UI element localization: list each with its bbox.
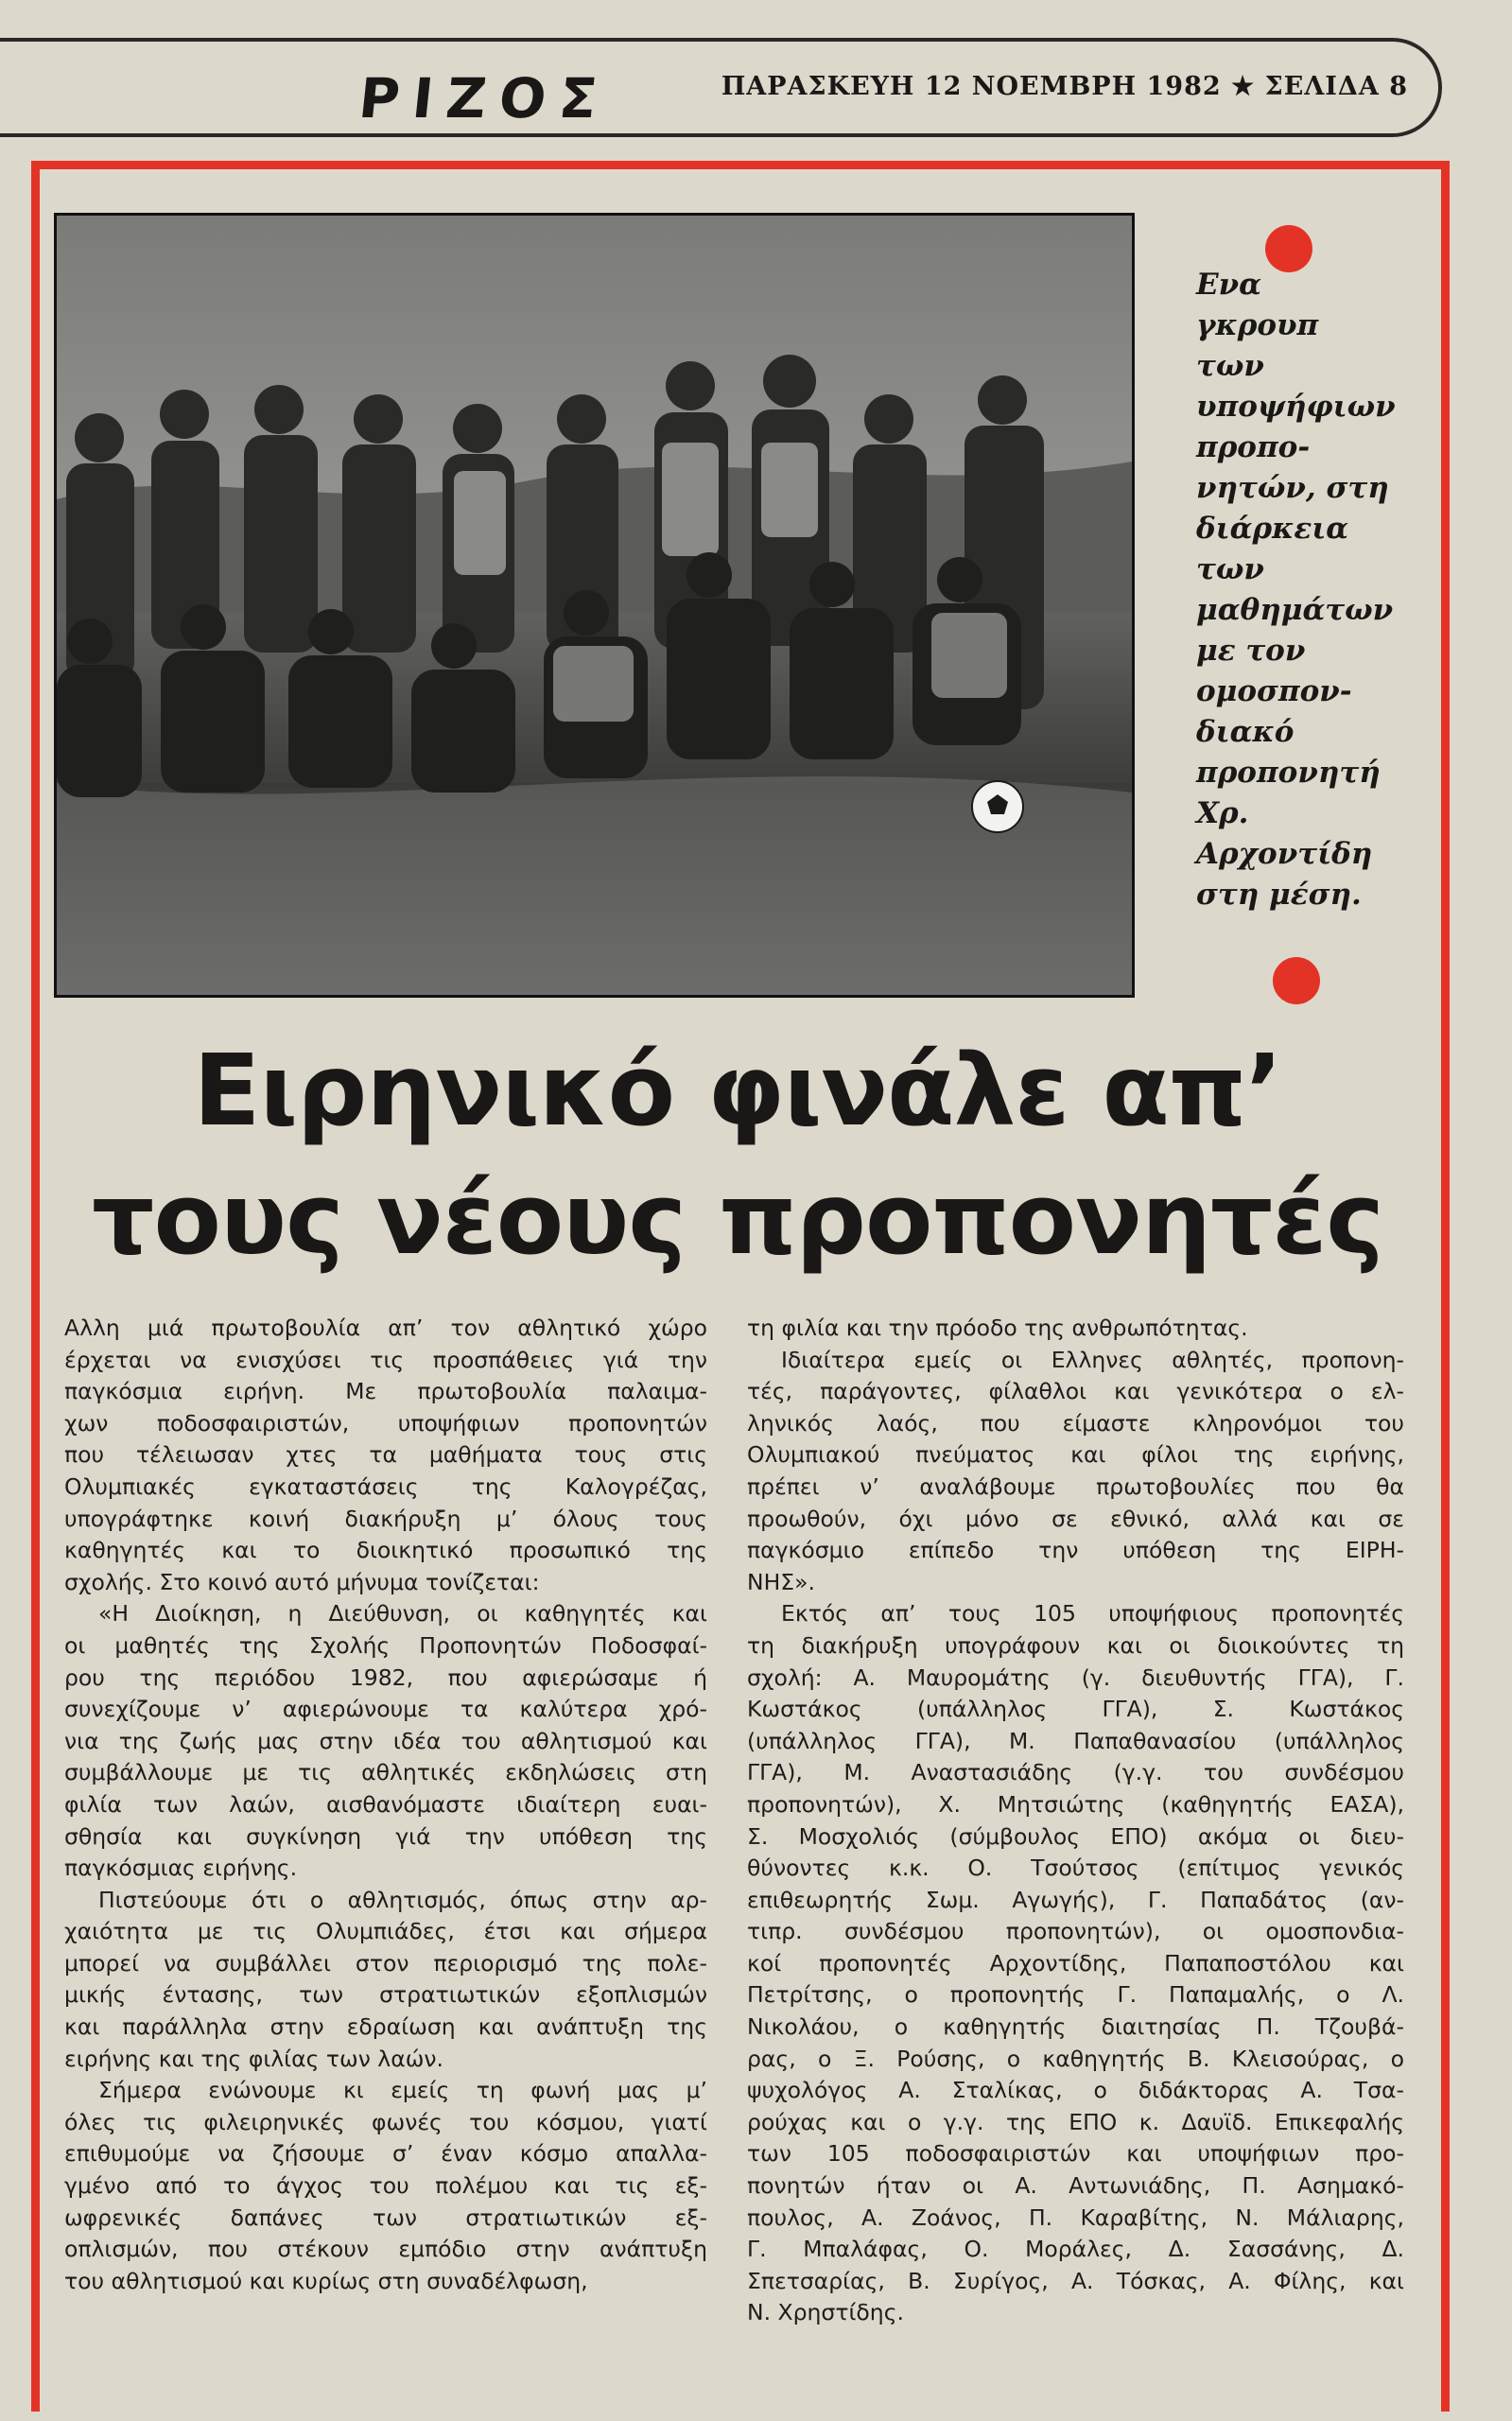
- article-line: Ολυμπιακού πνεύματος και φίλοι της ειρήνης,: [747, 1441, 1404, 1469]
- article-line: σχολή: Α. Μαυρομάτης (γ. διευθυντής ΓΓΑ), Γ.: [747, 1663, 1404, 1691]
- article-line: παγκόσμιας ειρήνης.: [64, 1855, 298, 1882]
- caption-line: Αρχοντίδη: [1196, 837, 1373, 871]
- article-line: τη διακήρυξη υπογράφουν και οι διοικούντες τη: [747, 1631, 1404, 1659]
- article-line: γμένο από το άγχος του πολέμου και τις εξ-: [64, 2172, 707, 2200]
- article-line: πρέπει ν’ αναλάβουμε πρωτοβουλίες που θα: [747, 1472, 1404, 1500]
- article-line: ρας, ο Ξ. Ρούσης, ο καθηγητής Β. Κλεισούρας, ο: [747, 2045, 1404, 2072]
- article-line: τιπρ. συνδέσμου προπονητών), οι ομοσπονδια-: [747, 1918, 1404, 1945]
- caption-line: διάρκεια: [1196, 512, 1349, 546]
- group-photo-illustration: [57, 216, 1132, 995]
- group-photo: [54, 213, 1135, 998]
- article-line: επιθεωρητής Σωμ. Αγωγής), Γ. Παπαδάτος (αν-: [747, 1886, 1404, 1913]
- article-line: χαιότητα με τις Ολυμπιάδες, έτσι και σήμερα: [64, 1918, 707, 1945]
- caption-line: προπονητή: [1196, 756, 1381, 790]
- caption-line: των: [1196, 552, 1264, 586]
- article-line: Σήμερα ενώνουμε κι εμείς τη φωνή μας μ’: [98, 2077, 707, 2104]
- article-line: θύνοντες κ.κ. Ο. Τσούτσος (επίτιμος γενικός: [747, 1855, 1404, 1882]
- article-line: νια της ζωής μας στην ιδέα του αθλητισμού και: [64, 1727, 707, 1754]
- article-line: ληνικός λαός, που είμαστε κληρονόμοι του: [747, 1409, 1404, 1437]
- article-line: Πιστεύουμε ότι ο αθλητισμός, όπως στην αρ-: [98, 1886, 707, 1913]
- article-line: υπογράφτηκε κοινή διακήρυξη μ’ όλους τους: [64, 1505, 707, 1532]
- article-line: Ν. Χρηστίδης.: [747, 2299, 904, 2326]
- article-left-column: [64, 1313, 707, 2297]
- article-line: Αλλη μιά πρωτοβουλία απ’ τον αθλητικό χώρο: [64, 1315, 707, 1341]
- article-line: χων ποδοσφαιριστών, υποψήφιων προπονητών: [64, 1409, 707, 1437]
- article-line: Ιδιαίτερα εμείς οι Ελληνες αθλητές, προπονη-: [781, 1346, 1404, 1373]
- photo-caption: [1196, 265, 1423, 915]
- article-line: μικής έντασης, των στρατιωτικών εξοπλισμών: [64, 1981, 707, 2009]
- caption-line: ομοσπον-: [1196, 674, 1352, 708]
- article-line: κοί προπονητές Αρχοντίδης, Παπαποστόλου και: [747, 1949, 1404, 1977]
- caption-line: γκρουπ: [1196, 308, 1319, 342]
- article-line: Πετρίτσης, ο προπονητής Γ. Παπαμαλής, ο Λ.: [747, 1981, 1404, 2009]
- article-line: των 105 ποδοσφαιριστών και υποψήφιων προ-: [747, 2140, 1404, 2168]
- caption-line: μαθημάτων: [1196, 593, 1394, 627]
- caption-line: προπο-: [1196, 430, 1311, 464]
- article-line: που τέλειωσαν χτες τα μαθήματα τους στις: [64, 1441, 707, 1469]
- article-line: οπλισμών, που στέκουν εμπόδιο στην ανάπτυξη: [64, 2236, 707, 2263]
- article-line: προπονητών), Χ. Μητσιώτης (καθηγητής ΕΑΣΑ),: [747, 1790, 1404, 1818]
- article-line: Εκτός απ’ τους 105 υποψήφιους προπονητές: [781, 1600, 1404, 1628]
- article-line: σχολής. Στο κοινό αυτό μήνυμα τονίζεται:: [64, 1568, 540, 1595]
- caption-line: στη μέση.: [1196, 878, 1362, 912]
- headline-line-2: τους νέους προπονητές: [92, 1161, 1383, 1277]
- article-line: προωθούν, όχι μόνο σε εθνικό, αλλά και σε: [747, 1505, 1404, 1532]
- article-line: παγκόσμια ειρήνη. Με πρωτοβουλία παλαιμα-: [64, 1378, 707, 1405]
- article-line: φιλία των λαών, αισθανόμαστε ιδιαίτερη ευαι-: [64, 1790, 707, 1818]
- article-line: ρου της περιόδου 1982, που αφιερώσαμε ή: [64, 1663, 707, 1691]
- article-line: και παράλληλα στην εδραίωση και ανάπτυξη της: [64, 2013, 707, 2041]
- caption-line: υποψήφιων: [1196, 390, 1396, 424]
- caption-line: με τον: [1196, 634, 1306, 668]
- article-line: Γ. Μπαλάφας, Ο. Μοράλες, Δ. Σασσάνης, Δ.: [747, 2236, 1404, 2263]
- headline: [57, 1026, 1418, 1283]
- article-line: έρχεται να ενισχύσει τις προσπάθειες γιά την: [64, 1346, 707, 1373]
- article-right-column: [747, 1313, 1404, 2329]
- article-line: καθηγητές και το διοικητικό προσωπικό της: [64, 1537, 707, 1564]
- caption-line: Χρ.: [1196, 796, 1249, 830]
- article-line: ρούχας και ο γ.γ. της ΕΠΟ κ. Δαυϊδ. Επικεφαλής: [747, 2108, 1404, 2135]
- article-line: του αθλητισμού και κυρίως στη συναδέλφωση,: [64, 2267, 588, 2294]
- caption-line: διακό: [1196, 715, 1295, 749]
- article-line: ψυχολόγος Α. Σταλίκας, ο διδάκτορας Α. Τσα-: [747, 2077, 1404, 2104]
- article-line: οι μαθητές της Σχολής Προπονητών Ποδοσφαί-: [64, 1631, 707, 1659]
- article-line: Σπετσαρίας, Β. Συρίγος, Α. Τόσκας, Α. Φίλης, και: [747, 2267, 1404, 2294]
- article-line: επιθυμούμε να ζήσουμε σ’ έναν κόσμο απαλλα-: [64, 2140, 707, 2168]
- headline-line-1: Ειρηνικό φινάλε απ’: [193, 1033, 1282, 1148]
- article-line: σθησία και συγκίνηση γιά την υπόθεση της: [64, 1822, 707, 1850]
- newspaper-logo: ΡΙΖΟΣ: [356, 66, 614, 131]
- article-line: Ολυμπιακές εγκαταστάσεις της Καλογρέζας,: [64, 1472, 707, 1500]
- article-line: ειρήνης και της φιλίας των λαών.: [64, 2045, 443, 2072]
- article-line: Νικολάου, ο καθηγητής διαιτησίας Π. Τζουβά-: [747, 2013, 1404, 2041]
- article-line: πονητών ήταν οι Α. Αντωνιάδης, Π. Ασημακό-: [747, 2172, 1404, 2200]
- article-line: τη φιλία και την πρόοδο της ανθρωπότητας.: [747, 1315, 1248, 1341]
- caption-line: νητών, στη: [1196, 471, 1389, 505]
- article-line: παγκόσμιο επίπεδο την υπόθεση της ΕΙΡΗ-: [747, 1537, 1404, 1564]
- article-line: ωφρενικές δαπάνες των στρατιωτικών εξ-: [64, 2203, 707, 2231]
- article-line: συνεχίζουμε ν’ αφιερώνουμε τα καλύτερα χρό-: [64, 1696, 707, 1723]
- red-dot-bottom: [1273, 957, 1320, 1004]
- article-line: Σ. Μοσχολιός (σύμβουλος ΕΠΟ) ακόμα οι διευ-: [747, 1822, 1404, 1850]
- dateline: ΠΑΡΑΣΚΕΥΗ 12 ΝΟΕΜΒΡΗ 1982 ★ ΣΕΛΙΔΑ 8: [721, 72, 1408, 101]
- caption-line: των: [1196, 349, 1264, 383]
- caption-line: Ενα: [1196, 268, 1261, 302]
- article-line: Κωστάκος (υπάλληλος ΓΓΑ), Σ. Κωστάκος: [747, 1696, 1404, 1723]
- article-line: συμβάλλουμε με τις αθλητικές εκδηλώσεις στη: [64, 1759, 707, 1786]
- article-line: μπορεί να συμβάλλει στον περιορισμό της πολε-: [64, 1949, 707, 1977]
- article-line: πουλος, Α. Ζοάνος, Π. Καραβίτης, Ν. Μάλιαρης,: [747, 2203, 1404, 2231]
- article-line: όλες τις φιλειρηνικές φωνές του κόσμου, γιατί: [64, 2108, 707, 2135]
- article-line: ΓΓΑ), Μ. Αναστασιάδης (γ.γ. του συνδέσμου: [747, 1759, 1404, 1786]
- article-line: τές, παράγοντες, φίλαθλοι και γενικότερα ο ελ-: [747, 1378, 1404, 1405]
- article-line: ΝΗΣ».: [747, 1568, 815, 1595]
- article-line: (υπάλληλος ΓΓΑ), Μ. Παπαθανασίου (υπάλληλος: [747, 1727, 1404, 1754]
- article-line: «Η Διοίκηση, η Διεύθυνση, οι καθηγητές και: [98, 1600, 707, 1628]
